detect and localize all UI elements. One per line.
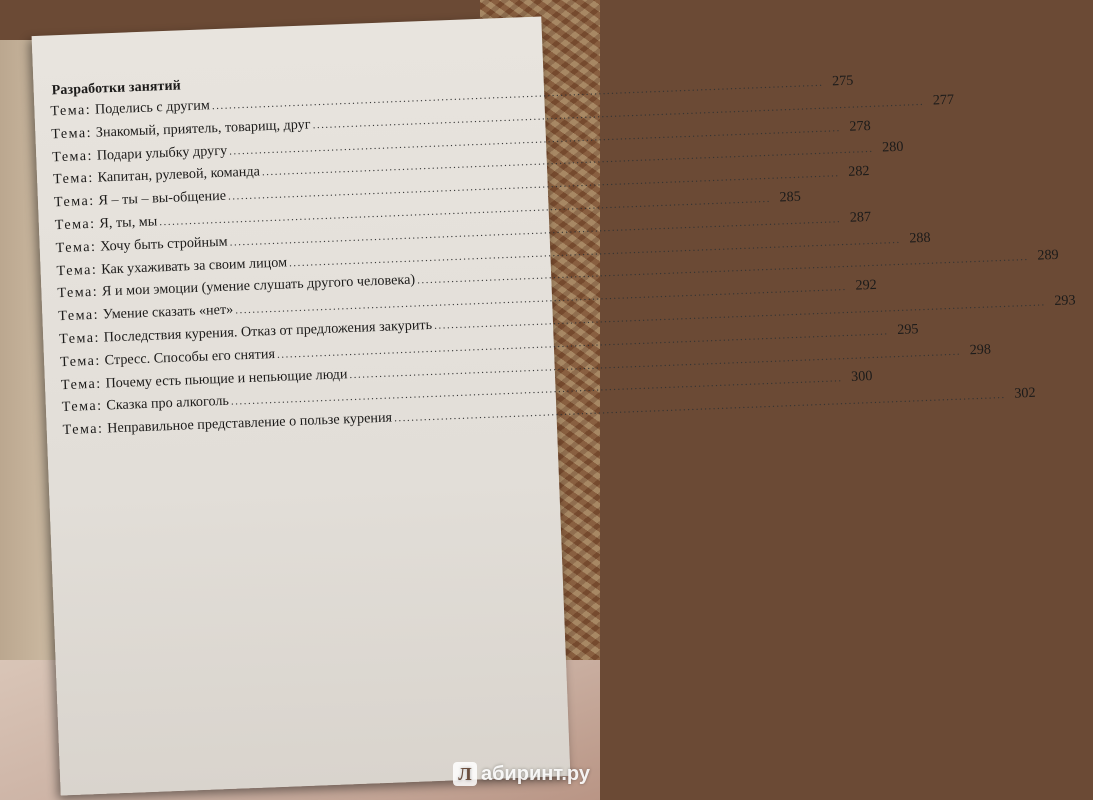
toc-entry-page: 287 [849,208,872,226]
toc-entry-page: 298 [969,341,992,358]
toc-entry-prefix: Тема: [52,170,94,188]
toc-entry-page: 275 [831,72,854,90]
toc-entry-page: 292 [855,276,878,294]
toc-entry-prefix: Тема: [56,261,98,279]
toc-entry-prefix: Тема: [55,238,97,257]
toc-entry-page: 277 [932,91,955,109]
toc-list [50,72,1076,443]
toc-entry-prefix: Тема: [54,215,96,234]
toc-entry-title: Знакомый, приятель, товарищ, друг [95,116,311,141]
toc-entry-prefix: Тема: [51,124,93,143]
toc-entry-prefix: Тема: [62,420,104,439]
toc-entry-page: 285 [779,188,802,206]
toc-entry-page: 300 [850,368,873,386]
toc-entry-title: Как ухаживать за своим лицом [100,254,288,278]
toc-entry-title: Я – ты – вы-общение [98,187,227,209]
toc-entry-title: Умение сказать «нет» [102,301,234,323]
toc-entry-title: Я, ты, мы [99,213,158,232]
toc-entry-page: 295 [896,321,919,338]
toc-entry-title: Неправильное представление о пользе курения [106,409,393,437]
toc-entry-prefix: Тема: [57,284,99,302]
toc-entry-title: Я и мои эмоции (умение слушать другого человека) [101,271,416,300]
toc-entry-page: 280 [881,139,904,156]
toc-entry-prefix: Тема: [58,306,100,325]
toc-entry-page: 278 [849,117,871,135]
toc-entry-prefix: Тема: [53,192,95,211]
toc-entry-title: Капитан, рулевой, команда [97,163,261,187]
toc-entry-title: Последствия курения. Отказ от предложения закурить [103,316,433,346]
toc-entry-page: 293 [1053,292,1076,309]
toc-entry-prefix: Тема: [59,352,101,370]
section-title: Разработки занятий [51,78,182,99]
toc-entry-page: 288 [908,229,931,247]
toc-entry-title: Почему есть пьющие и непьющие люди [105,365,348,392]
toc-entry-prefix: Тема: [50,101,92,120]
toc-entry-title: Подари улыбку другу [96,142,228,164]
toc-entry-prefix: Тема: [58,329,101,348]
toc-entry-title: Хочу быть стройным [99,233,228,255]
toc-entry-title: Сказка про алкоголь [106,393,230,414]
toc-entry-prefix: Тема: [51,147,94,165]
labirint-logo-icon: Л [453,762,477,786]
toc-entry-prefix: Тема: [60,375,102,393]
table-of-contents [49,66,1076,443]
toc-entry-page: 282 [847,163,870,181]
book-page [32,16,1076,795]
toc-entry-page: 302 [1014,384,1036,402]
toc-entry-title: Стресс. Способы его снятия [104,345,276,369]
toc-entry-prefix: Тема: [61,397,103,416]
labirint-watermark [453,762,590,786]
toc-entry-page: 289 [1037,247,1059,264]
watermark-text: абиринт.ру [480,762,590,785]
toc-entry-title: Поделись с другим [94,97,211,118]
